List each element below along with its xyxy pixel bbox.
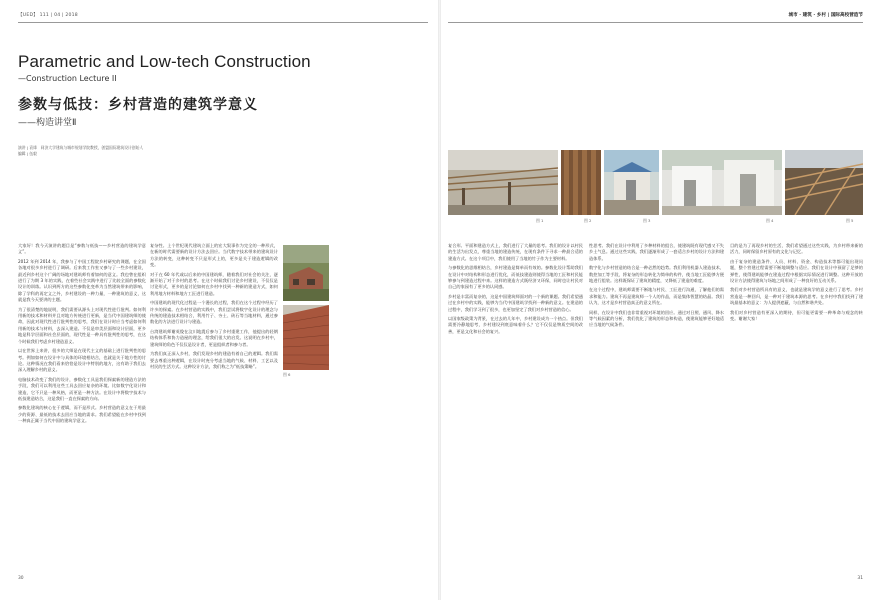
paragraph: 复合形。平面和建造方式上，我们进行了大量的思考。我们的设计以村民的生活为出发点，尊重当地的建造传统，在现有条件下寻求一种最合适的建造方式。在这个项目中，我们使用了当地的竹子作为主要材料。 (448, 243, 583, 261)
figure-caption: 图 2 (584, 218, 592, 223)
paragraph: 性思考。我们在设计中利用了多种材料的组合，使建筑既有现代感又不失乡土气息。通过这些实践，我们逐渐形成了一套适合乡村的设计方法和建造体系。 (589, 243, 724, 261)
photo-brick-wall (283, 305, 329, 370)
running-header-right: 城市 · 建筑 · 乡村 | 国际高校营造节 (788, 13, 863, 18)
paragraph: 复杂性。上个世纪现代建筑立面上的宏大叙事作为完全的一种形式，在新的时代需要新的设计方法去回应。当代数字技术带来的建筑设计方法的转变，这种转变不只是形式上的，更多是关于建造逻辑的改变。 (150, 243, 278, 268)
photo-white-pavilion (662, 150, 782, 215)
paragraph: 乡村是丰富而复杂的，这是中国建筑师面对的一个新的课题。我们希望通过在乡村中的实践，能够为当代中国建筑学找到一种新的意义。在建造的过程中，我们学习到了很多，也更加坚定了我们对乡村营造的信心。 (448, 293, 583, 312)
paragraph: 电脑技术改变了我们的设计，参数化工具是我们探索新的建造方法的手段，我们可以利用这些工具去回应复杂的环境。比如数字化设计和建造，它不只是一种风格，而更是一种方法。在设计中将数字技术与低技建造结合，这是我们一直在探索的方向。 (18, 376, 146, 401)
paragraph: 数字化与乡村营造的结合是一种必然的趋势。我们利用机器人建造技术、数控加工等手段，将复杂的形态转化为简单的构件，使当地工匠能够方便地进行组装。这样既保证了建筑的精度，又降低了建造的难度。 (589, 265, 724, 284)
photo-roof-frame (785, 150, 863, 215)
article-title-en: Parametric and Low-tech Construction (18, 52, 311, 71)
paragraph: 大家好！我今天演讲的题目是“参数与低技——乡村营造的建筑学意义”。 (18, 243, 146, 255)
right-page-column-1 (448, 243, 583, 573)
paragraph: 目的是为了再现乡村的生活，我们希望通过这些实践，为乡村带来新的活力，同时保留乡村原有的文化与记忆。 (730, 243, 863, 255)
left-page-column-2 (150, 243, 278, 573)
right-page-column-2 (589, 243, 724, 573)
figure-caption: 图 4 (766, 218, 774, 223)
figure-caption: 图 5 (846, 218, 854, 223)
paragraph: 参数化建筑的核心在于逻辑，而不是形式。乡村营造的意义在于用最少的资源、最低的技术去回应当地的需求。我们希望能在乡村中找到一种真正属于当代中国的建筑学意义。 (18, 405, 146, 424)
paragraph: 由于复杂的建造条件、人员、材料、资金、构造技术等都可能出现问题，整个营建过程需要不断地调整与适应。我们在设计中预留了足够的弹性，使得建筑能够在建造过程中根据实际情况进行调整。这种开放的设计方法使得建筑与场地之间形成了一种良好的互动关系。 (730, 258, 863, 284)
article-subtitle-en: —Construction Lecture II (18, 74, 117, 83)
page-number-right: 31 (857, 576, 863, 581)
paragraph: 为了很清楚的地说明，我们需要从源头上对现代性进行批判。如何利用新的技术和材料并且对地方传统进行更新，是当代中国建筑师的使命，因此对现代性进行批判性的思考，我们在设计时应当考虑如何利用新的技术与材料，去深入建造。不仅是审美层面和设计层面，更多地是科学层面和社会层面的，现代性是一种具有批判性的思考，在这个时候我们考虑乡村建造意义。 (18, 306, 146, 344)
page-number-left: 30 (18, 576, 24, 581)
paragraph: 中国建筑的现代化过程是一个漫长的过程，我们在这个过程中经历了许多的探索。在乡村营造的实践中，我们尝试将数字化设计的理念与传统的建造技术相结合，利用竹子、夯土、砖石等当地材料，通过参数化的方法进行设计与建造。 (150, 300, 278, 325)
photo-canopy-structure (448, 150, 558, 215)
photo-timber-wall (561, 150, 601, 215)
page-gutter (438, 0, 441, 600)
paragraph: 台湾建筑师谢英俊在汶川地震后参与了乡村重建工作，他提出的轻钢结构体系和协力造屋的理念，给我们很大的启发。这说明在乡村中，建筑师的角色不仅仅是设计者，更是组织者和参与者。 (150, 328, 278, 347)
byline-speaker: 演讲 | 袁烽 同济大学建筑与城市规划学院教授，创盟国际建筑设计创始人 (18, 145, 144, 150)
header-rule-right (448, 22, 863, 23)
paragraph: 对于在 60 年代或以后来的中国建筑师，随着我们对社会的关注，逐渐开始了对于乡村的思考。在这个时候我们讨论乡村建设，不仅仅是讨论形式，更多的是讨论如何在乡村中找到一种新的建造方式，如何利用地方材料和地方工匠进行建造。 (150, 271, 278, 296)
byline-editor: 编辑 | 伍毅 (18, 151, 37, 156)
paragraph: 与参数化的思维相结合，乡村建造是简单而有效的。参数化设计帮助我们在设计中对结构和形态进行优化，而低技建造则使得当地的工匠和村民能够参与到建造过程中来。这样的建造方式既经济又环保，同时也让村民对自己的家园有了更多的认同感。 (448, 265, 583, 290)
paragraph: 2012 年到 2014 年，我参与了中国工程院乡村研究的课题，在全国各地对很多乡村进行了调研。后来我工作室又参与了一些乡村建设，最近到乡村这个广阔的场地对建筑师有着如何的意义。我也曾在组织进行了为期 3 年的实践，在着些社会实践中进行了比较全面的参数化设计的训练。认识到两方的这些参数化变革为当然建筑带来的影响，除了学科的再定义之外，乡村建设的一种力量，一种建筑的意义，这就是我今天要讲的主题。 (18, 258, 146, 303)
article-title-zh: 参数与低技：乡村营造的建筑学意义 (18, 97, 258, 113)
paragraph: 我们对乡村营造所具有的意义，也就是建筑学的意义进行了思考。乡村营造是一种回归，是一种对于建筑本源的思考。在乡村中我们找到了建筑最基本的意义：为人提供遮蔽，与自然和谐共处。 (730, 287, 863, 306)
figure-caption: 图 1 (536, 218, 544, 223)
photo-village-aerial (283, 245, 329, 301)
paragraph: 在这个过程中，建筑师需要不断地与村民、工匠进行沟通，了解他们的需求和能力。建筑不再是建筑师一个人的作品，而是集体智慧的结晶。我们认为，这才是乡村营造真正的意义所在。 (589, 287, 724, 306)
figure-caption: 图 3 (643, 218, 651, 223)
running-header-left: 【UED】 111 | 04 | 2018 (18, 13, 78, 18)
article-byline (18, 145, 188, 157)
photo-construction-site (604, 150, 659, 215)
paragraph: 为我们真正深入乡村，我们发现乡村的建造有着自己的逻辑。我们需要去尊重这种逻辑，在设计时充分考虑当地的气候、材料、工艺以及村民的生活方式。这种设计方法，我们称之为“低技策略”。 (150, 351, 278, 369)
paragraph: 同样，在设计中我们也非常重视对环境的回应。通过对日照、通风、降水等气候因素的分析，我们优化了建筑的形态和构造，使建筑能够更好地适应当地的气候条件。 (589, 309, 724, 328)
article-subtitle-zh: ——构造讲堂Ⅱ (18, 118, 77, 128)
paragraph: 以国家级政策为背景，在过去的几年中，乡村建设成为一个热点。但我们需要冷静地思考，乡村建设到底意味着什么？它不仅仅是物质空间的改善，更是文化和社会的复兴。 (448, 316, 583, 334)
left-page-column-1 (18, 243, 146, 573)
figure-caption: 图 6 (283, 372, 291, 377)
header-rule-left (18, 22, 428, 23)
paragraph: 以在世界上来讲，很多的大师是在现代主义的基础上进行批判性的思考。例如如何在设计中与具体的环境相结合，也就是关于地方性的讨论。这种情况在我们看来恰恰是设计中特别的地方，这有助于我们去深入理解乡村的意义。 (18, 348, 146, 373)
paragraph: 我们对乡村营造有更深入的期待，但可能更需要一种革命与观念的转变。谢谢大家！ (730, 309, 863, 322)
right-page-column-3 (730, 243, 863, 573)
